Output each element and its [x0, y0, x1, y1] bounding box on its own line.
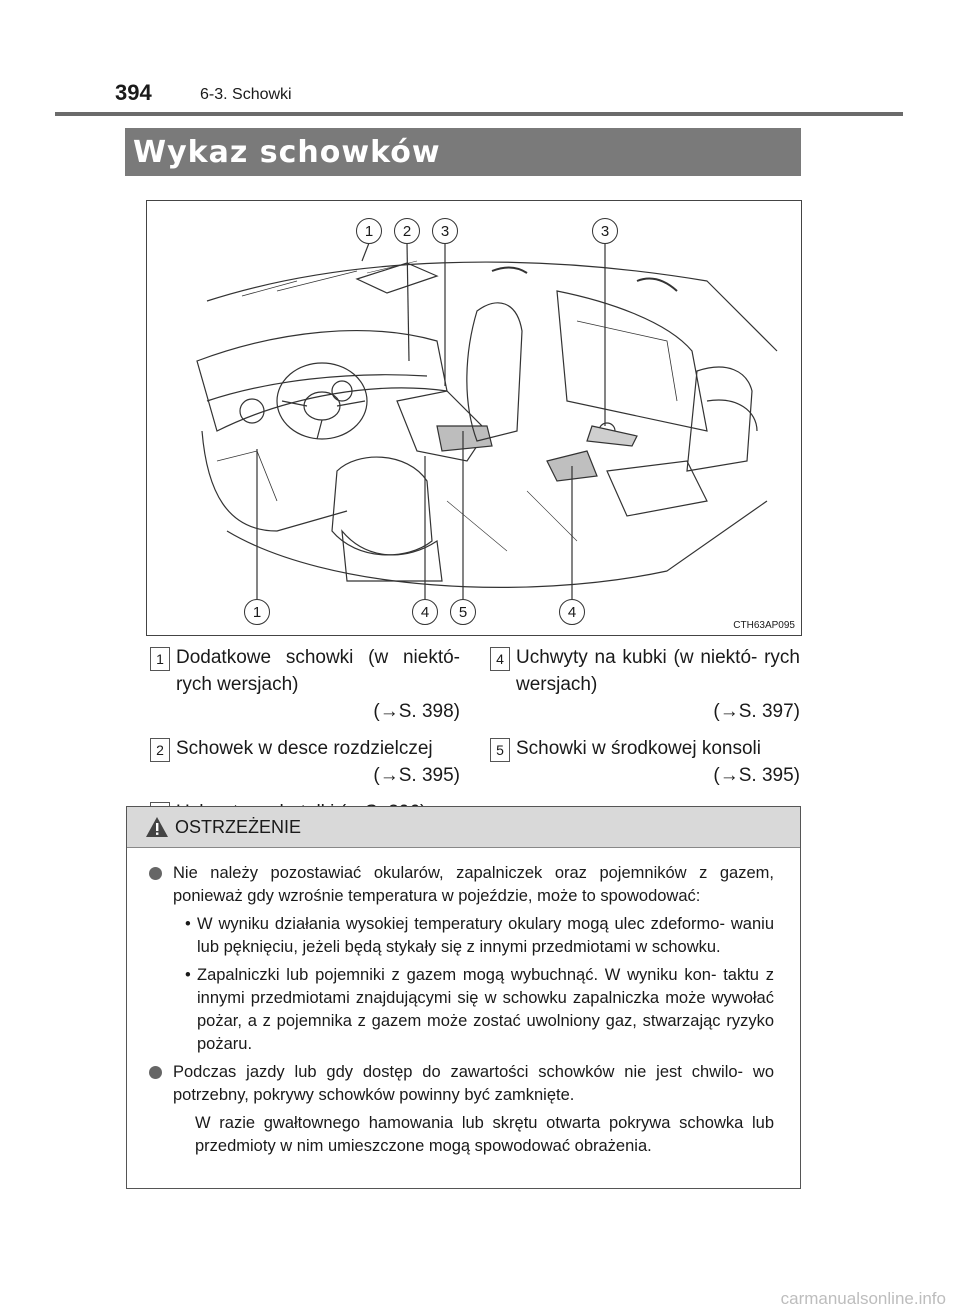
item-number: 5: [490, 738, 510, 762]
warning-header: [127, 807, 800, 848]
car-interior-illustration: [147, 201, 801, 635]
warning-continuation: W razie gwałtownego hamowania lub skrętu otwarta pokrywa schowka lub przedmioty w nim umieszczone mogą spowodować obrażenia.: [195, 1114, 774, 1155]
item-ref: (→S. 395): [713, 765, 800, 786]
figure-code: CTH63AP095: [733, 620, 795, 631]
warning-text: Podczas jazdy lub gdy dostęp do zawartości schowków nie jest chwilo- wo potrzebny, pokrywy schowków powinny być zamknięte.: [173, 1063, 774, 1104]
warning-text: W wyniku działania wysokiej temperatury okulary mogą ulec zdeformo- waniu lub pęknięciu, jeżeli będą stykały się z innymi przedmiotami w schowku.: [197, 915, 774, 956]
section-reference: 6-3. Schowki: [200, 86, 292, 103]
title-bar: [125, 128, 801, 176]
item-ref: (→S. 398): [373, 701, 460, 722]
item-text: Schowki w środkowej konsoli: [516, 738, 761, 759]
item-text: Dodatkowe schowki (w niektó- rych wersjach): [176, 647, 460, 695]
warning-title: OSTRZEŻENIE: [175, 817, 302, 837]
callout-bottom-5: 5: [450, 599, 476, 625]
bullet-dot: [149, 867, 162, 880]
page-number: 394: [115, 80, 152, 105]
callout-bottom-1: 1: [244, 599, 270, 625]
legend-item: [490, 644, 800, 725]
callout-top-1: 1: [356, 218, 382, 244]
callout-bottom-4: 4: [412, 599, 438, 625]
warning-text: Zapalniczki lub pojemniki z gazem mogą wybuchnąć. W wyniku kon- taktu z innymi przedmiotami znajdującymi się w schowku zapalniczka może wywołać pożar, a z pojemnika z gazem może zostać uwolniony gaz, stwarzając ryzyko pożaru.: [197, 966, 774, 1053]
item-ref: (→S. 395): [373, 765, 460, 786]
warning-box: [126, 806, 801, 1189]
warning-bullet: [147, 1061, 774, 1107]
header-rule: [55, 112, 903, 116]
item-text: Uchwyty na kubki (w niektó- rych wersjach): [516, 647, 800, 695]
legend-column-right: [490, 644, 800, 799]
item-text: Schowek w desce rozdzielczej: [176, 738, 433, 759]
legend-item: [490, 735, 800, 789]
sub-bullet-mark: •: [185, 915, 191, 933]
callout-bottom-4b: 4: [559, 599, 585, 625]
warning-sub-bullet: [147, 913, 774, 959]
legend-item: [150, 735, 460, 789]
warning-bullet: [147, 862, 774, 908]
warning-text: Nie należy pozostawiać okularów, zapalniczek oraz pojemników z gazem, ponieważ gdy wzrośnie temperatura w pojeździe, może to spowodować:: [173, 864, 774, 905]
footer-watermark: carmanualsonline.info: [780, 1289, 946, 1308]
warning-triangle-icon: [145, 816, 169, 838]
item-number: 2: [150, 738, 170, 762]
car-interior-figure: [146, 200, 802, 636]
sub-bullet-mark: •: [185, 966, 191, 984]
callout-top-3: 3: [432, 218, 458, 244]
callout-top-2: 2: [394, 218, 420, 244]
warning-body: [127, 848, 800, 1158]
legend-item: [150, 644, 460, 725]
item-number: 4: [490, 647, 510, 671]
callout-top-3b: 3: [592, 218, 618, 244]
page-title: Wykaz schowków: [133, 135, 441, 170]
item-ref: (→S. 397): [713, 701, 800, 722]
item-number: 1: [150, 647, 170, 671]
bullet-dot: [149, 1066, 162, 1079]
warning-sub-bullet: [147, 964, 774, 1056]
